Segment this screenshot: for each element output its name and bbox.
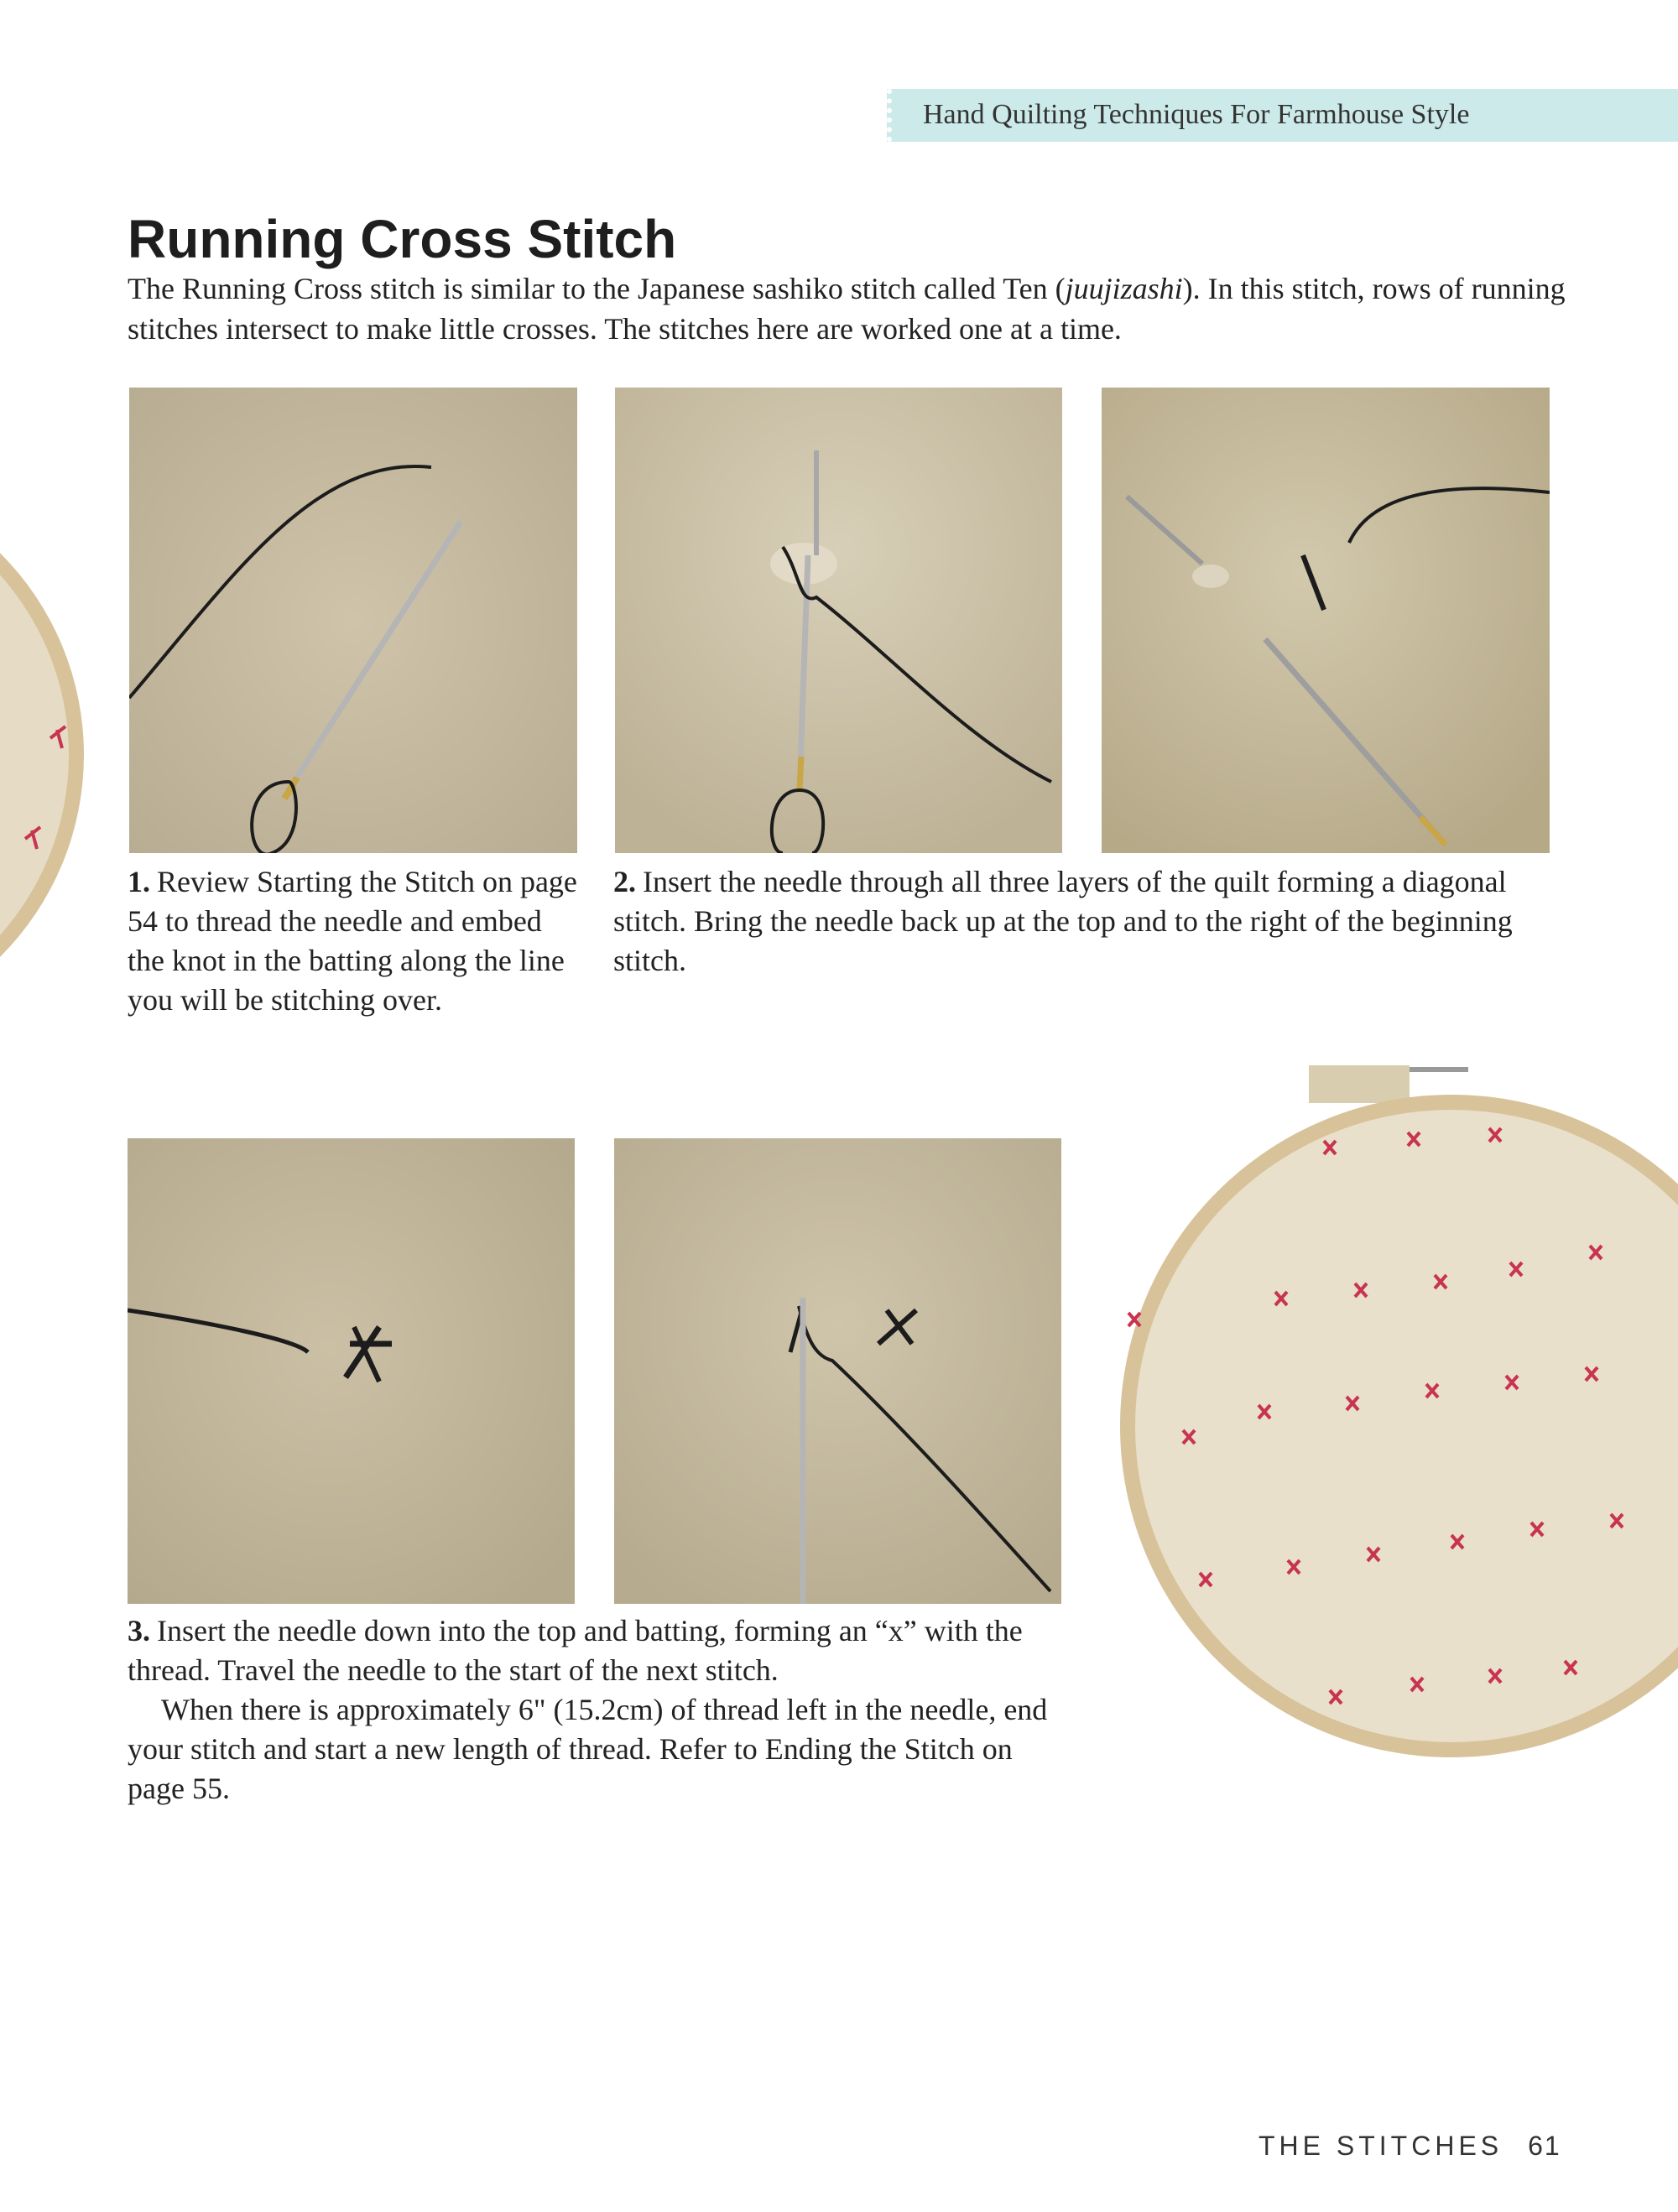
step-1-caption: 1. Review Starting the Stitch on page 54 to thread the needle and embed the knot in the batting along the line you will be stitching over. [128,865,577,1017]
step-2-detail-photo [1102,388,1550,853]
step-3-continuation: When there is approximately 6" (15.2cm) of thread left in the needle, end your stitch and start a new length of thread. Refer to Ending the Stitch on page 55. [128,1693,1048,1805]
page-footer [1258,2131,1561,2162]
footer-section-label: THE STITCHES [1258,2131,1503,2161]
hoop-photo-left [0,470,101,1040]
step-3-caption: 3. Insert the needle down into the top and batting, forming an “x” with the thread. Travel the needle to the start of the next stitch. When there is approximately 6" (15.2cm) of thread left in the needle, end your stitch and start a new length of thread. Refer to Ending the Stitch on page 55. [128,1611,1067,1809]
step-2-photo [615,388,1062,853]
step-2-caption: 2. Insert the needle through all three layers of the quilt forming a diagonal stitch. Bring the needle back up at the top and to the right of the beginning stitch. [613,865,1513,977]
section-title: Running Cross Stitch [128,209,677,269]
step-3-photo [128,1138,575,1604]
intro-paragraph: The Running Cross stitch is similar to the Japanese sashiko stitch called Ten (juujizashi). In this stitch, rows of running stitches intersect to make little crosses. The stitches here are worked one at a time. [128,272,1566,346]
step-3-detail-photo [614,1138,1061,1604]
page-number: 61 [1528,2131,1561,2161]
hoop-photo-right [1107,1053,1678,1757]
step-1-photo [129,388,577,853]
running-head: Hand Quilting Techniques For Farmhouse Style [923,99,1470,130]
intro-italic-term: juujizashi [1065,272,1183,305]
